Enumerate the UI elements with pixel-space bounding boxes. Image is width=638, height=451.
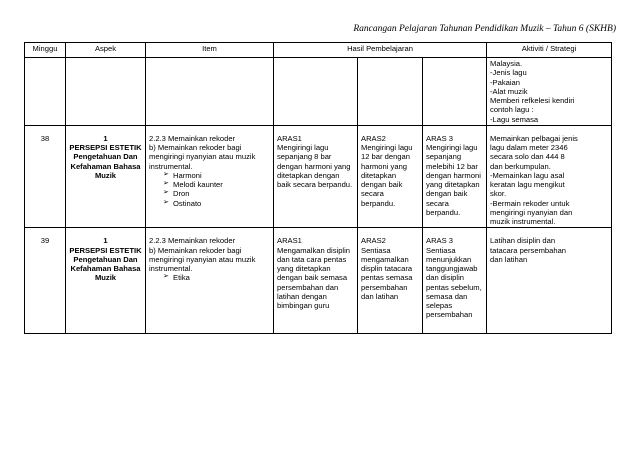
bullet-item <box>149 199 270 208</box>
text-line: mengamalkan <box>361 254 409 264</box>
activity-cell <box>487 58 612 126</box>
arrow-bullet-icon: ➢ <box>163 180 169 187</box>
cell-empty <box>274 58 358 126</box>
text-line: latihan dengan <box>277 291 327 301</box>
text-line: displin tatacara <box>361 264 413 273</box>
bullet-item <box>149 171 270 180</box>
text-line: baik secara berpandu. <box>277 180 353 189</box>
text-line: -Alat muzik <box>490 86 528 96</box>
text-line: Latihan disiplin dan <box>490 236 556 246</box>
text-line: secara <box>361 189 384 199</box>
text-line: pentas semasa <box>361 273 413 283</box>
text-line: Muzik <box>94 170 117 180</box>
aras2-cell <box>358 125 423 228</box>
text-line: tatacara persembahan <box>490 245 567 255</box>
text-line: dengan baik <box>426 189 468 199</box>
text-line: muzik instrumental. <box>490 217 556 226</box>
aspect-cell <box>66 125 146 228</box>
text-line: -Lagu semasa <box>490 114 539 124</box>
col-header-hasil-pembelajaran: Hasil Pembelajaran <box>274 43 487 58</box>
text-line: yang ditetapkan <box>426 180 480 189</box>
text-line: ARAS2 <box>361 133 386 143</box>
text-line: harmoni yang <box>361 161 408 171</box>
text-line: contoh lagu : <box>490 105 534 115</box>
aras1-cell <box>274 125 358 228</box>
text-line: dengan harmoni <box>426 170 481 180</box>
text-line: yang ditetapkan <box>277 264 331 273</box>
text-line: instrumental. <box>149 161 193 171</box>
text-line: sepanjang <box>426 152 462 162</box>
cell-empty <box>423 58 487 126</box>
bullet-text: Ostinato <box>173 198 202 208</box>
lesson-plan-table <box>24 42 612 334</box>
text-line: b) Memainkan rekoder bagi <box>149 245 242 255</box>
text-line: 2.2.3 Memainkan rekoder <box>149 236 236 246</box>
arrow-bullet-icon: ➢ <box>163 170 169 178</box>
text-line: Memberi refkelesi kendiri <box>490 96 575 105</box>
aspect-number: 1 <box>103 133 108 143</box>
document-header: Rancangan Pelajaran Tahunan Pendidikan Muzik – Tahun 6 (SKHB) <box>353 24 616 34</box>
aspect-lines <box>69 246 142 283</box>
text-line: dan berkumpulan. <box>490 161 551 171</box>
bullet-text: Dron <box>173 189 190 199</box>
text-line: instrumental. <box>149 264 193 273</box>
table-row-continuation <box>25 58 612 126</box>
item-cell <box>146 125 274 228</box>
text-line: dan latihan <box>361 291 399 301</box>
aras2-cell <box>358 228 423 334</box>
item-bullets <box>149 273 270 282</box>
text-line: selepas <box>426 301 453 310</box>
col-header-minggu: Minggu <box>25 43 66 58</box>
text-line: skor. <box>490 189 507 199</box>
aspect-cell <box>66 228 146 334</box>
text-line: dengan baik semasa <box>277 273 348 283</box>
item-cell <box>146 228 274 334</box>
text-line: berpandu. <box>426 207 461 217</box>
text-line: Kefahaman Bahasa <box>70 264 141 273</box>
text-line: ditetapkan <box>361 170 397 180</box>
table-header-row <box>25 43 612 58</box>
text-line: mengiringi nyanyian atau muzik <box>149 152 256 162</box>
text-line: Malaysia. <box>490 59 523 68</box>
arrow-bullet-icon: ➢ <box>163 273 169 281</box>
item-lines <box>149 134 270 171</box>
text-line: mengiringi nyanyian atau muzik <box>149 254 256 264</box>
text-line: ARAS1 <box>277 133 302 143</box>
text-line: lagu dalam meter 2346 <box>490 143 568 152</box>
text-line: bimbingan guru <box>277 301 330 310</box>
col-header-aspek: Aspek <box>66 43 146 58</box>
text-line: 12 bar dengan <box>361 152 410 162</box>
text-line: dan tata cara pentas <box>277 254 347 264</box>
week-cell: 39 <box>25 228 66 334</box>
col-header-item: Item <box>146 43 274 58</box>
aspect-number: 1 <box>103 236 108 246</box>
text-line: ARAS 3 <box>426 236 454 246</box>
activity-cell <box>487 228 612 334</box>
text-line: -Pakaian <box>490 77 521 87</box>
col-header-aktiviti-strategi: Aktiviti / Strategi <box>487 43 612 58</box>
text-line: dengan baik <box>361 180 403 189</box>
text-line: tanggungjawab <box>426 264 478 273</box>
text-line: Mengiringi lagu <box>277 143 329 152</box>
aspect-lines <box>69 143 142 180</box>
text-line: berpandu. <box>361 198 396 208</box>
text-line: PERSEPSI ESTETIK <box>69 245 142 255</box>
text-line: dan disiplin <box>426 273 464 283</box>
text-line: Sentiasa <box>426 245 456 255</box>
text-line: melebihi 12 bar <box>426 161 478 171</box>
cell-empty <box>25 58 66 126</box>
text-line: secara <box>426 198 449 208</box>
item-bullets <box>149 171 270 208</box>
cell-empty <box>358 58 423 126</box>
bullet-text: Melodi kaunter <box>173 180 223 189</box>
table-row-week-39 <box>25 228 612 334</box>
cell-empty <box>146 58 274 126</box>
text-line: sepanjang 8 bar <box>277 152 332 162</box>
text-line: ARAS2 <box>361 236 386 246</box>
text-line: ARAS 3 <box>426 133 454 143</box>
text-line: Kefahaman Bahasa <box>70 161 141 171</box>
text-line: persembahan <box>361 282 408 292</box>
text-line: -Bermain rekoder untuk <box>490 198 570 208</box>
activity-cell <box>487 125 612 228</box>
aras1-cell <box>274 228 358 334</box>
text-line: PERSEPSI ESTETIK <box>69 143 142 152</box>
bullet-item <box>149 189 270 198</box>
text-line: 2.2.3 Memainkan rekoder <box>149 133 236 143</box>
text-line: secara solo dan 444 8 <box>490 152 565 162</box>
text-line: keratan lagu mengikut <box>490 180 565 189</box>
text-line: dan latihan <box>490 254 528 264</box>
aras3-cell <box>423 228 487 334</box>
text-line: Mengiringi lagu <box>361 143 413 152</box>
text-line: ARAS1 <box>277 236 302 246</box>
text-line: semasa dan <box>426 291 468 301</box>
text-line: menunjukkan <box>426 254 472 264</box>
text-line: mengiringi nyanyian dan <box>490 207 573 217</box>
arrow-bullet-icon: ➢ <box>163 198 169 206</box>
text-line: persembahan <box>426 310 473 320</box>
text-line: -Jenis lagu <box>490 68 527 78</box>
text-line: Pengetahuan Dan <box>73 254 138 264</box>
text-line: Pengetahuan Dan <box>73 152 138 162</box>
bullet-text: Harmoni <box>173 170 202 180</box>
text-line: Sentiasa <box>361 245 391 255</box>
bullet-item <box>149 273 270 282</box>
arrow-bullet-icon: ➢ <box>163 189 169 197</box>
table-row-week-38 <box>25 125 612 228</box>
text-line: persembahan dan <box>277 282 339 292</box>
item-lines <box>149 236 270 273</box>
cell-empty <box>66 58 146 126</box>
text-line: -Memainkan lagu asal <box>490 170 565 180</box>
text-line: dengan harmoni yang <box>277 161 351 171</box>
bullet-item <box>149 180 270 189</box>
text-line: b) Memainkan rekoder bagi <box>149 143 242 152</box>
week-cell: 38 <box>25 125 66 228</box>
text-line: Memainkan pelbagai jenis <box>490 133 578 143</box>
aras3-cell <box>423 125 487 228</box>
bullet-text: Etika <box>173 273 190 283</box>
text-line: ditetapkan dengan <box>277 170 340 180</box>
text-line: Mengamalkan disiplin <box>277 245 351 255</box>
text-line: Mengiringi lagu <box>426 143 478 152</box>
text-line: pentas sebelum, <box>426 282 482 292</box>
text-line: Muzik <box>94 273 117 283</box>
